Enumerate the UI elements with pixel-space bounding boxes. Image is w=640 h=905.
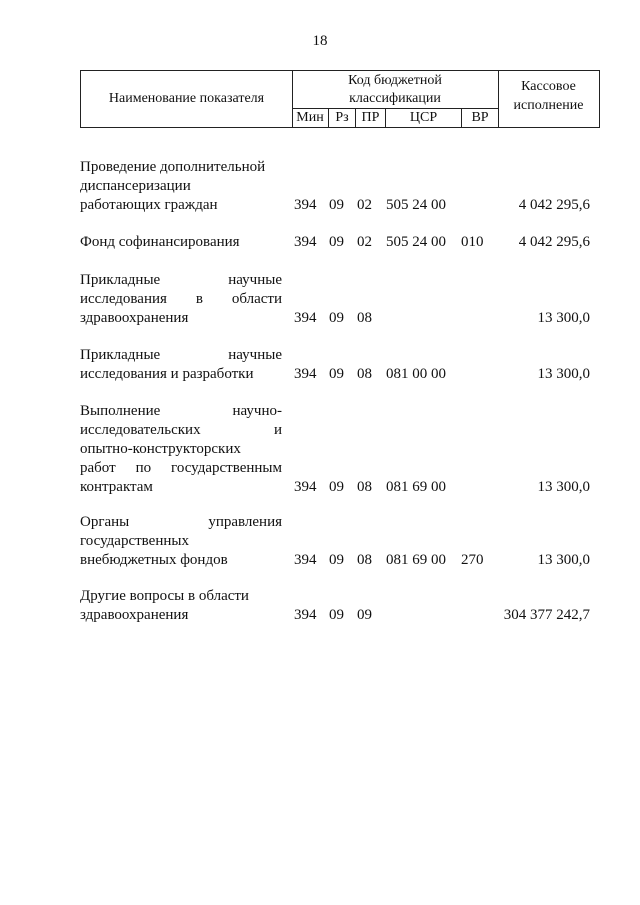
row-rz: 09 [329, 479, 344, 495]
row-name-line: исследования и разработки [80, 366, 254, 382]
table-header [80, 70, 600, 128]
table-row [80, 346, 600, 384]
row-rz: 09 [329, 366, 344, 382]
row-rz: 09 [329, 310, 344, 326]
header-code-title [292, 71, 498, 109]
row-name-line: Прикладные научные [80, 272, 282, 288]
row-name-line: исследовательских и [80, 422, 282, 438]
row-name [80, 233, 282, 252]
row-min: 394 [294, 552, 317, 568]
row-vr: 010 [461, 234, 484, 250]
table-row [80, 587, 600, 625]
row-name-line: Проведение дополнительной [80, 159, 266, 175]
row-name [80, 271, 282, 328]
header-sub-vr: ВР [471, 110, 489, 125]
row-min: 394 [294, 607, 317, 623]
row-pr: 02 [357, 197, 372, 213]
table-row [80, 158, 600, 215]
header-exec-line1: Кассовое [521, 79, 576, 94]
row-name [80, 346, 282, 384]
row-pr: 08 [357, 366, 372, 382]
row-name-line: Фонд софинансирования [80, 234, 240, 250]
row-min: 394 [294, 234, 317, 250]
header-code-title-line2: классификации [349, 91, 441, 106]
header-name-column: Наименование показателя [81, 71, 293, 127]
row-name [80, 158, 282, 215]
header-sub-pr: ПР [356, 109, 386, 128]
row-min: 394 [294, 366, 317, 382]
row-name-line: диспансеризации [80, 178, 191, 194]
row-name-line: работающих граждан [80, 197, 218, 213]
row-csr: 505 24 00 [386, 197, 446, 213]
row-rz: 09 [329, 552, 344, 568]
row-name-line: исследования в области [80, 291, 282, 307]
row-name-line: контрактам [80, 479, 153, 495]
header-code-subcolumns [292, 109, 498, 128]
row-rz: 09 [329, 197, 344, 213]
row-name [80, 402, 282, 497]
row-name [80, 513, 282, 570]
row-sum: 13 300,0 [537, 479, 590, 495]
table-row [80, 271, 600, 328]
row-csr: 081 00 00 [386, 366, 446, 382]
row-pr: 09 [357, 607, 372, 623]
row-rz: 09 [329, 234, 344, 250]
row-name-line: государственных [80, 533, 189, 549]
row-min: 394 [294, 479, 317, 495]
page-number: 18 [312, 33, 328, 49]
row-name-line: Другие вопросы в области [80, 588, 249, 604]
row-sum: 4 042 295,6 [518, 197, 590, 213]
row-name-line: здравоохранения [80, 310, 189, 326]
row-sum: 13 300,0 [537, 552, 590, 568]
row-min: 394 [294, 197, 317, 213]
header-sub-csr: ЦСР [386, 109, 462, 128]
row-min: 394 [294, 310, 317, 326]
row-sum: 13 300,0 [537, 310, 590, 326]
row-pr: 02 [357, 234, 372, 250]
header-code-column [292, 71, 499, 127]
header-exec-column [498, 71, 599, 127]
table-row [80, 402, 600, 497]
header-exec-line2: исполнение [513, 98, 584, 113]
header-sub-rz: Рз [329, 109, 356, 128]
row-name-line: здравоохранения [80, 607, 189, 623]
row-pr: 08 [357, 310, 372, 326]
header-sub-min: Мин [292, 109, 329, 128]
row-name-line: внебюджетных фондов [80, 552, 228, 568]
row-name [80, 587, 282, 625]
row-name-line: Прикладные научные [80, 347, 282, 363]
row-vr: 270 [461, 552, 484, 568]
row-name-line: Органы управления [80, 514, 282, 530]
row-csr: 081 69 00 [386, 552, 446, 568]
row-sum: 13 300,0 [537, 366, 590, 382]
row-csr: 081 69 00 [386, 479, 446, 495]
row-pr: 08 [357, 552, 372, 568]
row-name-line: опытно-конструкторских [80, 441, 241, 457]
row-name-line: работ по государственным [80, 460, 282, 476]
table-row [80, 233, 600, 252]
row-sum: 304 377 242,7 [503, 607, 590, 623]
row-csr: 505 24 00 [386, 234, 446, 250]
row-sum: 4 042 295,6 [518, 234, 590, 250]
row-pr: 08 [357, 479, 372, 495]
row-name-line: Выполнение научно- [80, 403, 282, 419]
table-row [80, 513, 600, 570]
row-rz: 09 [329, 607, 344, 623]
header-code-title-line1: Код бюджетной [348, 73, 442, 88]
